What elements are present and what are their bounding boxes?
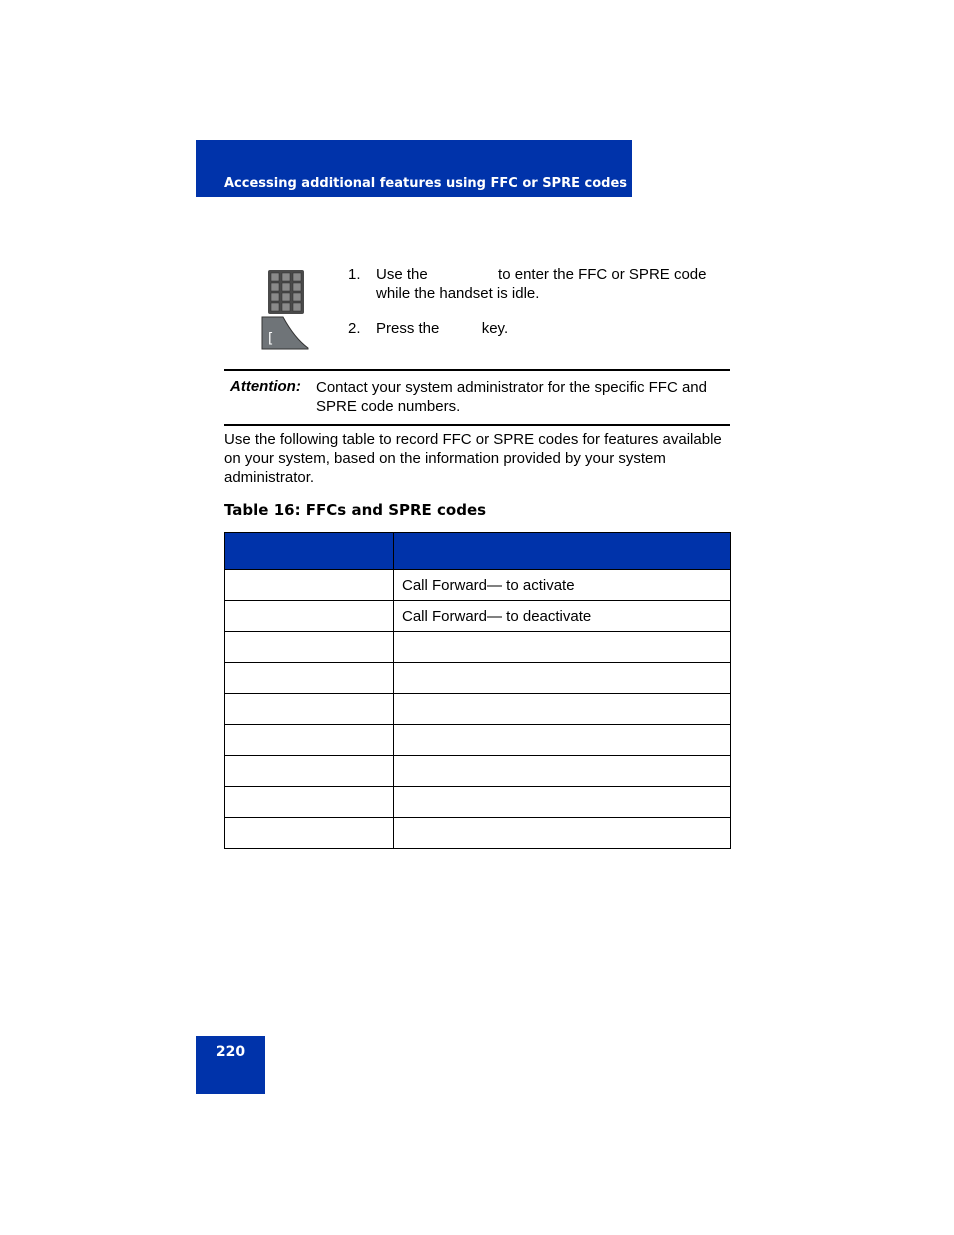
feature-cell xyxy=(394,632,731,663)
table-header-row xyxy=(225,533,731,570)
chapter-title: Accessing additional features using FFC or SPRE codes xyxy=(224,176,627,191)
attention-note xyxy=(224,369,730,426)
step-number: 2. xyxy=(348,320,361,337)
table-row xyxy=(225,632,731,663)
release-key-glyph: [ xyxy=(266,331,275,347)
feature-cell: Call Forward— to deactivate xyxy=(394,601,731,632)
table-row xyxy=(225,570,731,601)
feature-cell xyxy=(394,818,731,849)
page-number-tab xyxy=(196,1036,265,1094)
feature-cell: Call Forward— to activate xyxy=(394,570,731,601)
step-text-before: Press the xyxy=(376,320,440,337)
header-cell-code xyxy=(225,533,394,570)
step-number: 1. xyxy=(348,266,361,283)
step-1 xyxy=(348,265,748,305)
table-row xyxy=(225,725,731,756)
code-cell xyxy=(225,663,394,694)
step-2 xyxy=(348,319,648,339)
table-row xyxy=(225,818,731,849)
dialpad-icon xyxy=(268,270,304,314)
step-text-before: Use the xyxy=(376,266,428,283)
feature-cell xyxy=(394,725,731,756)
page-number: 220 xyxy=(215,1044,246,1060)
feature-cell xyxy=(394,694,731,725)
table-caption: Table 16: FFCs and SPRE codes xyxy=(224,501,487,519)
header-cell-feature xyxy=(394,533,731,570)
chapter-header xyxy=(196,140,632,197)
attention-text: Contact your system administrator for the specific FFC and SPRE code numbers. xyxy=(316,379,707,415)
code-cell xyxy=(225,694,394,725)
table-row xyxy=(225,694,731,725)
table-row xyxy=(225,601,731,632)
release-key-icon xyxy=(261,316,309,350)
feature-cell xyxy=(394,787,731,818)
feature-cell xyxy=(394,756,731,787)
code-cell xyxy=(225,787,394,818)
table-row xyxy=(225,787,731,818)
table-row xyxy=(225,756,731,787)
attention-label: Attention: xyxy=(230,378,301,395)
code-cell xyxy=(225,570,394,601)
code-cell xyxy=(225,601,394,632)
intro-paragraph: Use the following table to record FFC or SPRE codes for features available on your system, based on the information provided by your system administrator. xyxy=(224,431,722,486)
ffc-spre-table xyxy=(224,532,731,849)
step-text-after: to enter the FFC or SPRE code xyxy=(498,266,707,283)
code-cell xyxy=(225,632,394,663)
code-cell xyxy=(225,725,394,756)
code-cell xyxy=(225,818,394,849)
code-cell xyxy=(225,756,394,787)
step-text-after: key. xyxy=(481,320,509,337)
feature-cell xyxy=(394,663,731,694)
step-text-line2: while the handset is idle. xyxy=(376,285,540,302)
table-row xyxy=(225,663,731,694)
